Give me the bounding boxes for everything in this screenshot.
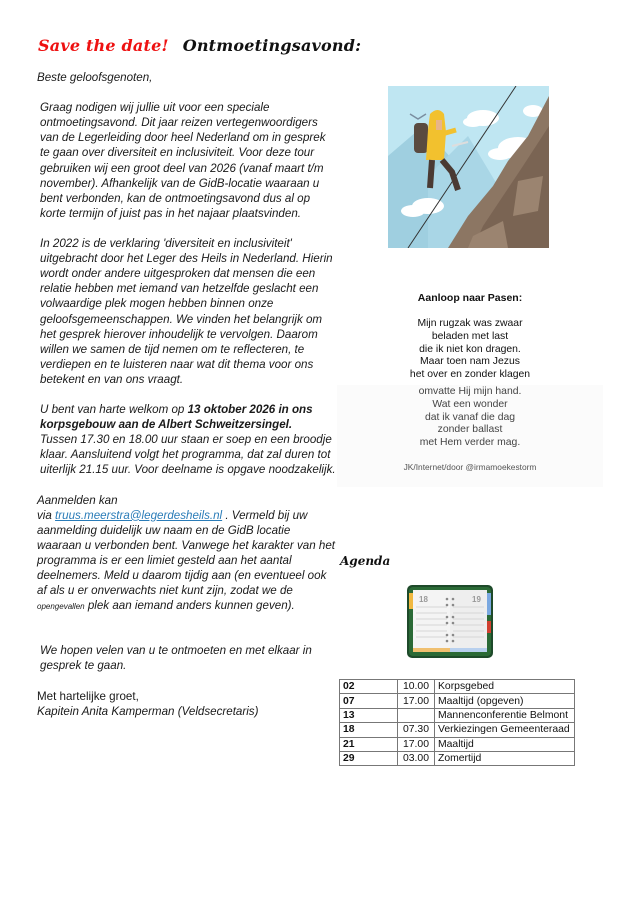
poem-title: Aanloop naar Pasen: — [417, 292, 523, 304]
registration-end: plek aan iemand anders kunnen geven). — [84, 599, 295, 613]
table-row — [340, 694, 575, 708]
agenda-event: Zomertijd — [435, 751, 575, 765]
email-link[interactable]: truus.meerstra@legerdesheils.nl — [55, 508, 223, 522]
welcome-intro: U bent van harte welkom op — [40, 403, 188, 417]
registration-small-word: opengevallen — [37, 602, 85, 612]
agenda-event: Maaltijd — [435, 737, 575, 751]
agenda-day: 29 — [340, 751, 398, 765]
poem-line: het over en zonder klagen — [409, 369, 531, 381]
agenda-event: Korpsgebed — [435, 680, 575, 694]
poem-lines-top — [337, 318, 603, 382]
invitation-letter — [37, 70, 337, 719]
signature: Kapitein Anita Kamperman (Veldsecretaris) — [37, 704, 259, 718]
table-row — [340, 751, 575, 765]
agenda-day: 18 — [340, 723, 398, 737]
table-row — [340, 708, 575, 722]
poem-line: Maar toen nam Jezus — [420, 356, 520, 368]
poem-line: Wat een wonder — [432, 398, 508, 410]
registration-text: . Vermeld bij uw aanmelding duidelijk uw naam en de GidB locatie waaraan u verbonden bent. Vanwege het karakter van het programma is er een limiet gesteld aan het aantal deelnemers. Meld u daarom tijdig aan (en eventueel ook af als u er onverwachts niet kunt zijn, zodat we de — [37, 508, 335, 598]
poem-line: dat ik vanaf die dag — [424, 411, 516, 423]
paragraph-hope: We hopen velen van u te ontmoeten en met elkaar in gesprek te gaan. — [40, 644, 312, 673]
page-title — [38, 36, 361, 55]
agenda-day: 21 — [340, 737, 398, 751]
agenda-time — [398, 708, 435, 722]
agenda-title: Agenda — [340, 554, 391, 568]
poem-line: beladen met last — [431, 330, 509, 342]
agenda-time: 17.00 — [398, 737, 435, 751]
agenda-day: 02 — [340, 680, 398, 694]
agenda-day: 13 — [340, 708, 398, 722]
agenda-event: Mannenconferentie Belmont — [435, 708, 575, 722]
paragraph-declaration: In 2022 is de verklaring 'diversiteit en inclusiviteit' uitgebracht door het Leger des Heils in Nederland. Hierin wordt onder andere uitgesproken dat mensen die een relatie hebben met iemand van hetzelfde geslacht een volwaardige plek mogen hebben binnen onze geloofsgemeenschappen. We vinden het belangrijk om het gesprek hierover inhoudelijk te vervolgen. Daarom willen we samen de tijd nemen om te reflecteren, te verdiepen en te luisteren naar wat dit thema voor ons betekent en van ons vraagt. — [40, 237, 333, 386]
climber-illustration — [388, 86, 549, 248]
paragraph-intro: Graag nodigen wij jullie uit voor een speciale ontmoetingsavond. Dit jaar reizen vertegenwoordigers van de Legerleiding door heel Nederland om in gesprek te gaan over diversiteit en inclusiviteit. Voor deze tour gebruiken wij een groot deel van 2026 (vanaf maart t/m november). Afhankelijk van de GidB-locatie waaraan u bent verbonden, kan de ontmoetingsavond dus al op korte termijn of juist pas in het najaar plaatsvinden. — [40, 101, 326, 220]
agenda-time: 10.00 — [398, 680, 435, 694]
poem-line: zonder ballast — [437, 424, 503, 436]
table-row — [340, 737, 575, 751]
title-highlight: Save the date! — [38, 36, 169, 55]
welcome-details: Tussen 17.30 en 18.00 uur staan er soep en een broodje klaar. Aansluitend volgt het programma, dat zal duren tot uiterlijk 21.15 uur. Voor deelname is opgave noodzakelijk. — [40, 433, 336, 477]
registration-line1: Aanmelden kan — [37, 493, 118, 507]
agenda-time: 17.00 — [398, 694, 435, 708]
table-row — [340, 723, 575, 737]
poem-line: omvatte Hij mijn hand. — [418, 386, 522, 397]
paragraph-welcome — [37, 402, 337, 477]
registration-via: via — [37, 508, 56, 522]
agenda-time: 03.00 — [398, 751, 435, 765]
poem-line: die ik niet kon dragen. — [419, 343, 521, 355]
closing — [37, 689, 337, 719]
agenda-event: Verkiezingen Gemeenteraad — [435, 723, 575, 737]
table-row — [340, 680, 575, 694]
event-date-location: 13 oktober 2026 in ons korpsgebouw aan de Albert Schweitzersingel. — [40, 403, 313, 432]
poem-credit: JK/Internet/door @irmamoekestorm — [403, 461, 537, 472]
agenda-day: 07 — [340, 694, 398, 708]
greeting: Beste geloofsgenoten, — [37, 71, 153, 84]
closing-greeting: Met hartelijke groet, — [37, 689, 139, 703]
title-main: Ontmoetingsavond: — [182, 36, 362, 55]
poem-line: Mijn rugzak was zwaar — [417, 318, 523, 329]
poem-lines-bottom — [337, 385, 603, 487]
agenda-table — [339, 679, 575, 766]
svg-text:18: 18 — [419, 595, 428, 604]
calendar-book-icon — [407, 585, 493, 658]
agenda-time: 07.30 — [398, 723, 435, 737]
paragraph-registration — [37, 493, 337, 615]
poem-line: met Hem verder mag. — [419, 437, 521, 449]
svg-text:19: 19 — [472, 595, 481, 604]
agenda-event: Maaltijd (opgeven) — [435, 694, 575, 708]
